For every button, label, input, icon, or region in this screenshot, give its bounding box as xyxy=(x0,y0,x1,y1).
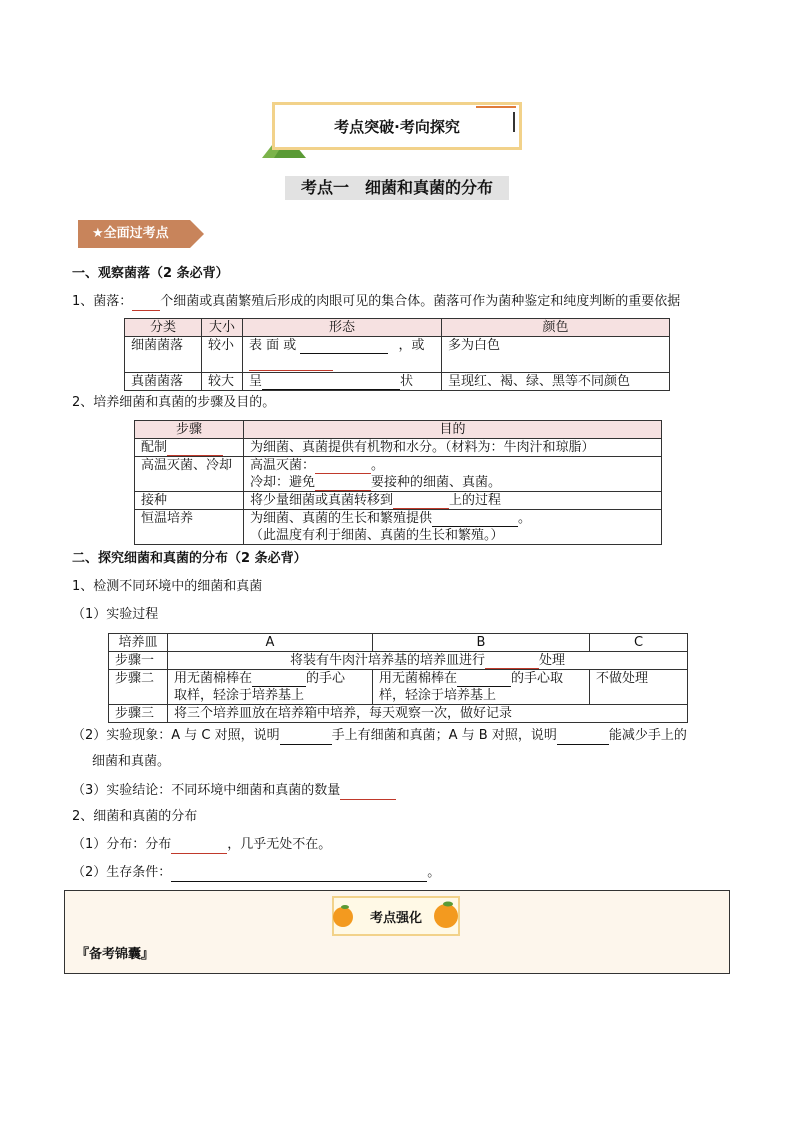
table-colony: 分类 大小 形态 颜色 细菌菌落 较小 表 面 或 ，或 多为白色 真菌菌落 较大 呈 状 呈现红、褐、绿、黑等不同颜色 xyxy=(124,318,670,391)
para-distribution-1: （1）分布：分布 ，几乎无处不在。 xyxy=(72,837,332,852)
page-title: 考点一 细菌和真菌的分布 xyxy=(285,176,509,200)
heading-1: 一、观察菌落（2 条必背） xyxy=(72,266,229,281)
table-experiment: 培养皿 A B C 步骤一 将装有牛肉汁培养基的培养皿进行 处理 步骤二 用无菌棉棒在 的手心 取样，轻涂于培养基上 用无菌棉棒在 的手心取 样，轻涂于培养基上 不做处理 步骤三 将三个培养皿放在培养箱中培养，每天观察一次，做好记录 xyxy=(108,633,688,723)
blank[interactable] xyxy=(557,730,609,745)
tips-label: 『备考锦囊』 xyxy=(76,947,155,962)
blank[interactable] xyxy=(457,672,511,687)
blank[interactable] xyxy=(340,785,396,800)
strengthen-title: 考点强化 xyxy=(369,911,422,926)
blank[interactable] xyxy=(249,356,333,371)
blank[interactable] xyxy=(262,375,400,390)
para-survival: （2）生存条件： 。 xyxy=(72,865,441,880)
blank[interactable] xyxy=(315,459,371,474)
blank[interactable] xyxy=(485,654,539,669)
para-distribution: 2、细菌和真菌的分布 xyxy=(72,809,198,824)
tag-arrow xyxy=(190,220,204,248)
banner-title: 考点突破·考向探究 xyxy=(334,118,460,136)
para-conclusion: （3）实验结论：不同环境中细菌和真菌的数量 xyxy=(72,782,396,800)
blank[interactable] xyxy=(167,441,223,456)
blank[interactable] xyxy=(315,476,371,491)
blank[interactable] xyxy=(393,494,449,509)
blank[interactable] xyxy=(432,512,518,527)
heading-2: 二、探究细菌和真菌的分布（2 条必背） xyxy=(72,551,307,566)
blank[interactable] xyxy=(300,339,388,354)
para-colony: 1、菌落： 个细菌或真菌繁殖后形成的肉眼可见的集合体。菌落可作为菌种鉴定和纯度判断的重要依据 xyxy=(72,294,681,309)
para-process: （1）实验过程 xyxy=(72,607,159,622)
para-phenomenon: （2）实验现象：A 与 C 对照，说明 手上有细菌和真菌；A 与 B 对照，说明 能减少手上的 xyxy=(72,728,687,743)
section-tag: ★全面过考点 xyxy=(78,220,190,248)
para-phenomenon-cont: 细菌和真菌。 xyxy=(92,754,171,769)
blank[interactable] xyxy=(280,730,332,745)
table-steps: 步骤 目的 配制 为细菌、真菌提供有机物和水分。（材料为：牛肉汁和琼脂） 高温灭菌、冷却 高温灭菌： 。 冷却：避免 要接种的细菌、真菌。 接种 将少量细菌或真菌转移到 上的过程 恒温培养 为细菌、真菌的生长和繁殖提供 。 （此温度有利于细菌、真菌的生长和繁殖。） xyxy=(134,420,662,545)
para-detect: 1、检测不同环境中的细菌和真菌 xyxy=(72,579,263,594)
blank[interactable] xyxy=(132,296,160,311)
blank[interactable] xyxy=(171,839,227,854)
para-steps: 2、培养细菌和真菌的步骤及目的。 xyxy=(72,395,276,410)
blank[interactable] xyxy=(171,867,427,882)
blank[interactable] xyxy=(252,672,306,687)
